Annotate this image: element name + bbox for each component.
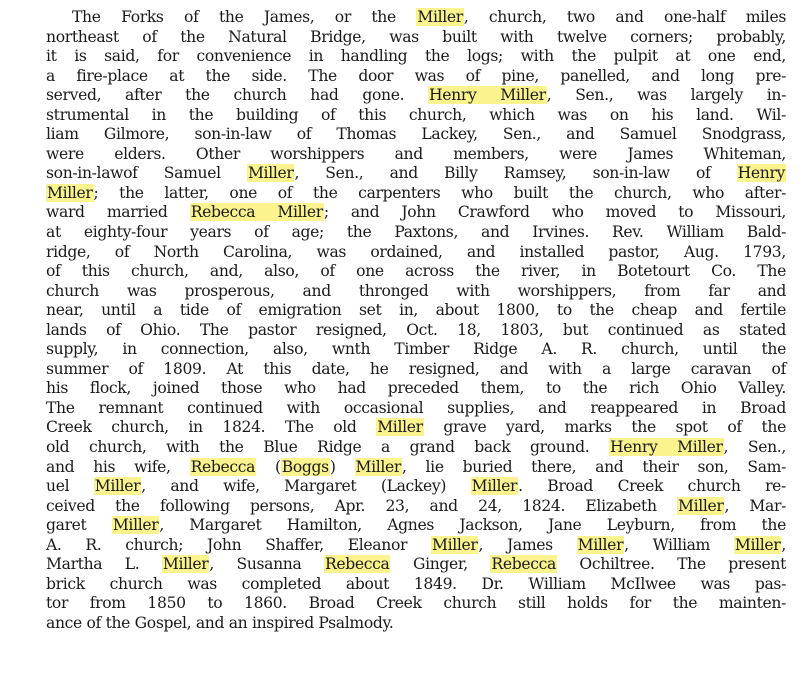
text-run: and his wife, (46, 457, 190, 476)
text-line (46, 340, 786, 360)
text-line (46, 86, 786, 106)
highlighted-term: Rebecca (491, 555, 556, 574)
text-run: , (781, 535, 786, 554)
highlighted-term: Miller (377, 418, 423, 437)
text-run: garet (46, 516, 112, 535)
text-line (46, 243, 786, 263)
text-line (46, 516, 786, 536)
highlighted-term: Miller (247, 164, 294, 183)
text-run: ridge, of North Carolina, was ordained, and installed pastor, Aug. 1793, (46, 242, 786, 261)
text-run: served, after the church had gone. (46, 86, 429, 105)
text-run: ward married (46, 203, 190, 222)
highlighted-term: Henry (737, 164, 786, 183)
highlighted-term: Rebecca (324, 555, 390, 574)
text-run: ; and John Crawford who moved to Missouri, (323, 203, 786, 222)
text-run: ; the latter, one of the carpenters who built the church, who after- (93, 183, 786, 202)
text-run: of this church, and, also, of one across the river, in Botetourt Co. The (46, 262, 786, 281)
text-line (46, 28, 786, 48)
text-run: , Sen., and Billy Ramsey, son-in-law of (294, 164, 737, 183)
highlighted-term: Miller (471, 477, 518, 496)
text-run: liam Gilmore, son-in-law of Thomas Lackey, Sen., and Samuel Snodgrass, (46, 125, 786, 144)
text-run: Ochiltree. The present (556, 555, 786, 574)
text-line (46, 477, 786, 497)
text-line (46, 555, 786, 575)
text-run: The remnant continued with occasional supplies, and reappeared in Broad (46, 398, 786, 417)
text-run: Creek church, in 1824. The old (46, 418, 377, 437)
highlighted-term: Boggs (281, 457, 329, 476)
text-run: at eighty-four years of age; the Paxtons, and Irvines. Rev. William Bald- (46, 223, 786, 242)
text-run: , lie buried there, and their son, Sam- (402, 457, 787, 476)
text-line (46, 125, 786, 145)
text-line (46, 379, 786, 399)
text-run: son-in-lawof Samuel (46, 164, 247, 183)
highlighted-term: Henry Miller (429, 86, 546, 105)
text-run: ) (329, 457, 355, 476)
text-run: , Susanna (209, 555, 324, 574)
text-line (46, 536, 786, 556)
text-run: it is said, for convenience in handling the logs; with the pulpit at one end, (46, 47, 786, 66)
text-run: summer of 1809. At this date, he resigned, and with a large caravan of (46, 359, 786, 378)
text-run: northeast of the Natural Bridge, was built with twelve corners; probably, (46, 27, 786, 46)
highlighted-term: Miller (417, 8, 463, 26)
text-line (46, 8, 786, 28)
text-run: ceived the following persons, Apr. 23, and 24, 1824. Elizabeth (46, 496, 677, 515)
highlighted-term: Rebecca Miller (190, 203, 323, 222)
text-line (46, 203, 786, 223)
highlighted-term: Miller (94, 477, 141, 496)
text-run: ( (256, 457, 281, 476)
text-run: church was prosperous, and thronged with worshippers, from far and (46, 281, 786, 300)
text-run: . Broad Creek church re- (518, 477, 786, 496)
highlighted-term: Miller (734, 535, 781, 554)
text-run: a fire-place at the side. The door was of pine, panelled, and long pre- (46, 66, 786, 85)
text-run: old church, with the Blue Ridge a grand back ground. (46, 438, 610, 457)
text-run: , Mar- (724, 496, 786, 515)
text-line (46, 301, 786, 321)
text-line (46, 262, 786, 282)
text-run: grave yard, marks the spot of the (423, 418, 786, 437)
text-line (46, 497, 786, 517)
text-run: , Sen., was largely in- (546, 86, 786, 105)
highlighted-term: Miller (162, 555, 209, 574)
text-run: supply, in connection, also, wnth Timber Ridge A. R. church, until the (46, 340, 786, 359)
text-line (46, 321, 786, 341)
highlighted-term: Miller (355, 457, 402, 476)
text-run: near, until a tide of emigration set in, about 1800, to the cheap and fertile (46, 301, 786, 320)
text-run: brick church was completed about 1849. Dr. William McIlwee was pas- (46, 574, 786, 593)
text-line (46, 164, 786, 184)
highlighted-term: Miller (577, 535, 624, 554)
text-run: were elders. Other worshippers and members, were James Whiteman, (46, 144, 786, 163)
text-line (46, 575, 786, 595)
text-line (46, 106, 786, 126)
text-line (46, 418, 786, 438)
text-run: strumental in the building of this church, which was on his land. Wil- (46, 105, 786, 124)
paragraph (46, 8, 786, 634)
text-line (46, 282, 786, 302)
text-run: lands of Ohio. The pastor resigned, Oct. 18, 1803, but continued as stated (46, 320, 786, 339)
text-run: A. R. church; John Shaffer, Eleanor (46, 535, 431, 554)
text-line (46, 438, 786, 458)
text-run: The Forks of the James, or the (72, 8, 417, 26)
highlighted-term: Miller (47, 183, 93, 202)
text-run: Ginger, (390, 555, 491, 574)
text-run: , James (478, 535, 577, 554)
highlighted-term: Rebecca (190, 457, 256, 476)
text-run: tor from 1850 to 1860. Broad Creek church still holds for the mainten- (46, 594, 786, 613)
text-run: , William (624, 535, 734, 554)
text-run: uel (46, 477, 94, 496)
text-line (46, 47, 786, 67)
text-run: , Sen., (723, 438, 786, 457)
text-line (46, 67, 786, 87)
highlighted-term: Miller (677, 496, 724, 515)
text-line (46, 145, 786, 165)
text-run: , and wife, Margaret (Lackey) (141, 477, 471, 496)
text-run: , church, two and one-half miles (463, 8, 786, 26)
text-line (46, 360, 786, 380)
text-line (46, 614, 786, 634)
text-run: ance of the Gospel, and an inspired Psalmody. (46, 613, 394, 632)
text-run: his flock, joined those who had preceded them, to the rich Ohio Valley. (46, 379, 786, 398)
text-line (46, 594, 786, 614)
text-run: Martha L. (46, 555, 162, 574)
text-line (46, 458, 786, 478)
text-line (46, 184, 786, 204)
text-line (46, 399, 786, 419)
highlighted-term: Miller (431, 535, 478, 554)
text-run: , Margaret Hamilton, Agnes Jackson, Jane Leyburn, from the (159, 516, 786, 535)
highlighted-term: Henry Miller (610, 438, 723, 457)
text-line (46, 223, 786, 243)
highlighted-term: Miller (112, 516, 159, 535)
